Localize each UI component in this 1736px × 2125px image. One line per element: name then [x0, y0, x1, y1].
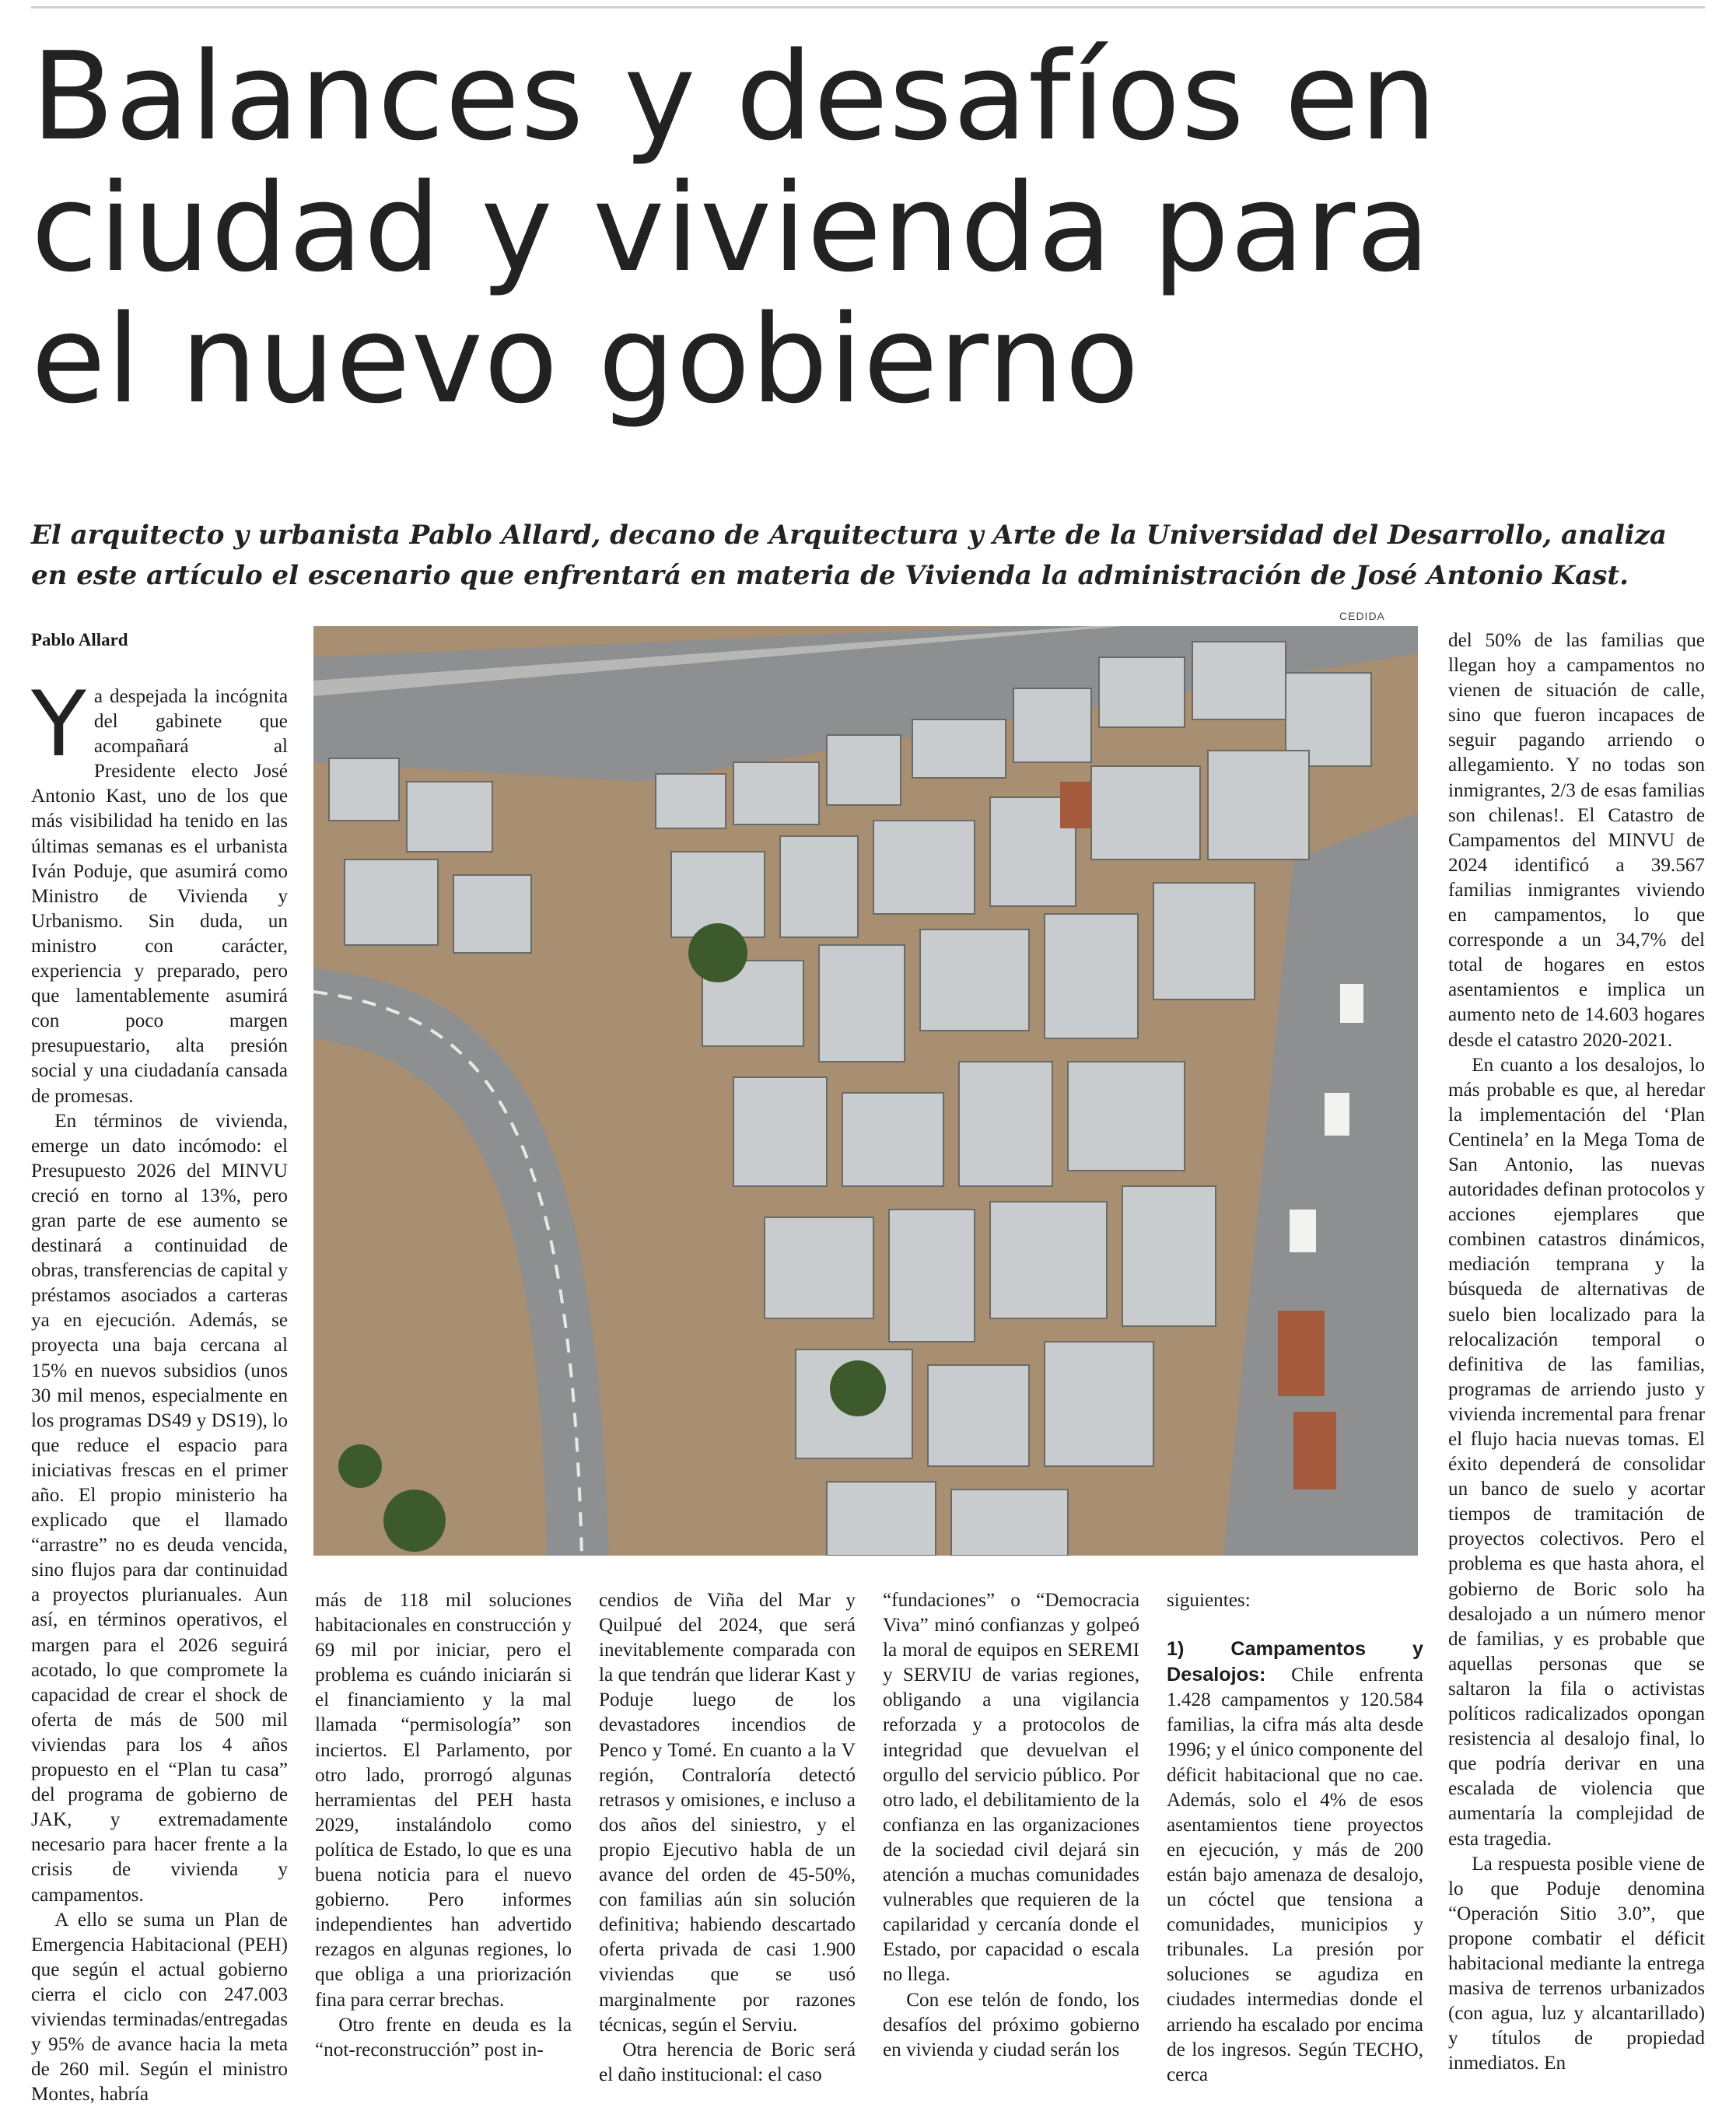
deck: El arquitecto y urbanista Pablo Allard, decano de Arquitectura y Arte de la Universidad del Desarrollo, analiza en este artículo el escenario que enfrentará en materia de Vivienda la administración de José Antonio Kast. — [31, 520, 1667, 591]
section-text: Chile enfrenta 1.428 campamentos y 120.584 familias, la cifra más alta desde 1996; y el único componente del déficit habitacional que no cae. Además, solo el 4% de esos asentamientos tiene proyectos en ejecución, y más de 200 están bajo amenaza de desalojo, un cóctel que tensiona a comunidades, municipios y tribunales. La presión por soluciones se agudiza en ciudades intermedias donde el arriendo ha escalado por encima de los ingresos. Según TECHO, cerca — [1167, 1665, 1423, 2085]
paragraph: más de 118 mil soluciones habitacionales en construcción y 69 mil por iniciar, pero el problema es cuándo iniciarán si el financiamiento y la mal llamada “permisología” son inciertos. El Parlamento, por otro lado, prorrogó algunas herramientas del PEH hasta 2029, instalándolo como política de Estado, lo que es una buena noticia para el nuevo gobierno. Pero informes independientes han advertido rezagos en algunas regiones, lo que obliga a una priorización fina para cerrar brechas. — [315, 1590, 572, 2011]
paragraph: Con ese telón de fondo, los desafíos del próximo gobierno en vivienda y ciudad serán los — [883, 1989, 1139, 2060]
column-4 — [883, 1588, 1139, 2063]
paragraph: cendios de Viña del Mar y Quilpué del 2024, que será inevitablemente comparada con la que tendrán que liderar Kast y Poduje luego de los devastadores incendios de Penco y Tomé. En cuanto a la V región, Contraloría detectó retrasos y omisiones, e incluso a dos años del siniestro, y el propio Ejecutivo habla de un avance del orden de 45-50%, con familias aún sin solución definitiva; habiendo descartado oferta privada de casi 1.900 viviendas que se usó marginalmente por razones técnicas, según el Serviu. — [599, 1590, 856, 2036]
top-rule — [31, 6, 1705, 9]
paragraph: del 50% de las familias que llegan hoy a campamentos no vienen de situación de calle, sino que fueron incapaces de seguir pagando arriendo o allegamiento. Y no todas son inmigrantes, 2/3 de esas familias son chilenas!. El Catastro de Campamentos del MINVU de 2024 identificó a 39.567 familias inmigrantes viviendo en campamentos, lo que corresponde a un 34,7% del total de hogares en estos asentamientos e implica un aumento neto de 14.603 hogares desde el catastro 2020-2021. — [1448, 630, 1705, 1051]
column-6 — [1448, 628, 1705, 2076]
photo-credit: CEDIDA — [1339, 610, 1385, 622]
paragraph: La respuesta posible viene de lo que Poduje denomina “Operación Sitio 3.0”, que propone combatir el déficit habitacional mediante la entrega masiva de terrenos urbanizados (con agua, luz y alcantarillado) y títulos de propiedad inmediatos. En — [1448, 1853, 1705, 2074]
paragraph: En cuanto a los desalojos, lo más probable es que, al heredar la implementación del ‘Plan Centinela’ en la Mega Toma de San Antonio, las nuevas autoridades definan protocolos y acciones ejemplares que combinen catastros dinámicos, mediación temprana y la búsqueda de alternativas de suelo bien localizado para la relocalización temporal o definitiva de las familias, programas de arriendo justo y vivienda incremental para frenar el flujo hacia nuevas tomas. El éxito dependerá de consolidar un banco de suelo y acortar tiempos de tramitación de proyectos colectivos. Pero el problema es que hasta ahora, el gobierno de Boric solo ha desalojado a un número menor de familias, y es probable que aquellas personas que se saltaron la fila o activistas políticos radicalizados opongan resistencia al desalojo final, lo que podría derivar en una escalada de violencia que aumentaría la complejidad de esta tragedia. — [1448, 1054, 1705, 1850]
paragraph-3: A ello se suma un Plan de Emergencia Habitacional (PEH) que según el actual gobierno cierra el ciclo con 247.003 viviendas terminadas/entregadas y 95% de avance hacia la meta de 260 mil. Según el ministro Montes, habría — [31, 1909, 288, 2106]
headline — [31, 26, 1664, 430]
paragraph-1 — [31, 672, 288, 1109]
paragraph: “fundaciones” o “Democracia Viva” minó confianzas y golpeó la moral de equipos en SEREMI y SERVIU de varias regiones, obligando a una vigilancia reforzada y a protocolos de integridad que devuelvan el orgullo del servicio público. Por otro lado, el debilitamiento de la confianza en las organizaciones de la sociedad civil dejará sin atención a muchas comunidades vulnerables que requieren de la capilaridad y cercanía donde el Estado, por capacidad o escala no llega. — [883, 1590, 1139, 1986]
paragraph-1-text: a despejada la incógnita del gabinete que acompañará al Presidente electo José Antonio Kast, uno de los que más visibilidad ha tenido en las últimas semanas es el urbanista Iván Poduje, que asumirá como Ministro de Vivienda y Urbanismo. Sin duda, un ministro con carácter, experiencia y preparado, pero que lamentablemente asumirá con poco margen presupuestario, alta presión social y una ciudadanía cansada de promesas. — [31, 686, 288, 1107]
byline: Pablo Allard — [31, 630, 128, 649]
headline-line-2: ciudad y vivienda para — [31, 157, 1431, 299]
aerial-photo — [313, 626, 1418, 1556]
section-subhead: 1) Campamentos y Desalojos: — [1167, 1638, 1423, 1686]
paragraph: Otra herencia de Boric será el daño institucional: el caso — [599, 2039, 856, 2085]
column-2 — [315, 1588, 572, 2063]
paragraph-2: En términos de vivienda, emerge un dato incómodo: el Presupuesto 2026 del MINVU creció en torno al 13%, pero gran parte de ese aumento se destinará a continuidad de obras, transferencias de capital y préstamos asociados a carteras ya en ejecución. Además, se proyecta una baja cercana al 15% en nuevos subsidios (unos 30 mil menos, especialmente en los programas DS49 y DS19), lo que reduce el espacio para iniciativas frescas en el primer año. El propio ministerio ha explicado que el llamado “arrastre” no es deuda vencida, sino flujos para dar continuidad a proyectos plurianuales. Aun así, en términos operativos, el margen para el 2026 seguirá acotado, lo que compromete la capacidad de crear el shock de oferta de más de 500 mil viviendas para los 4 años propuesto en el “Plan tu casa” del programa de gobierno de JAK, y extremadamente necesario para hacer frente a la crisis de vivienda y campamentos. — [31, 1110, 288, 1906]
section-paragraph — [1167, 1637, 1423, 2088]
column-5 — [1167, 1588, 1423, 2088]
paragraph: siguientes: — [1167, 1590, 1251, 1611]
column-3 — [599, 1588, 856, 2088]
drop-cap: Y — [31, 672, 86, 777]
paragraph: Otro frente en deuda es la “not-reconstrucción” post in- — [315, 2014, 572, 2060]
headline-line-1: Balances y desafíos en — [31, 26, 1438, 167]
column-1 — [31, 672, 288, 2107]
aerial-photo-illustration — [313, 626, 1418, 1556]
headline-line-3: el nuevo gobierno — [31, 289, 1140, 430]
